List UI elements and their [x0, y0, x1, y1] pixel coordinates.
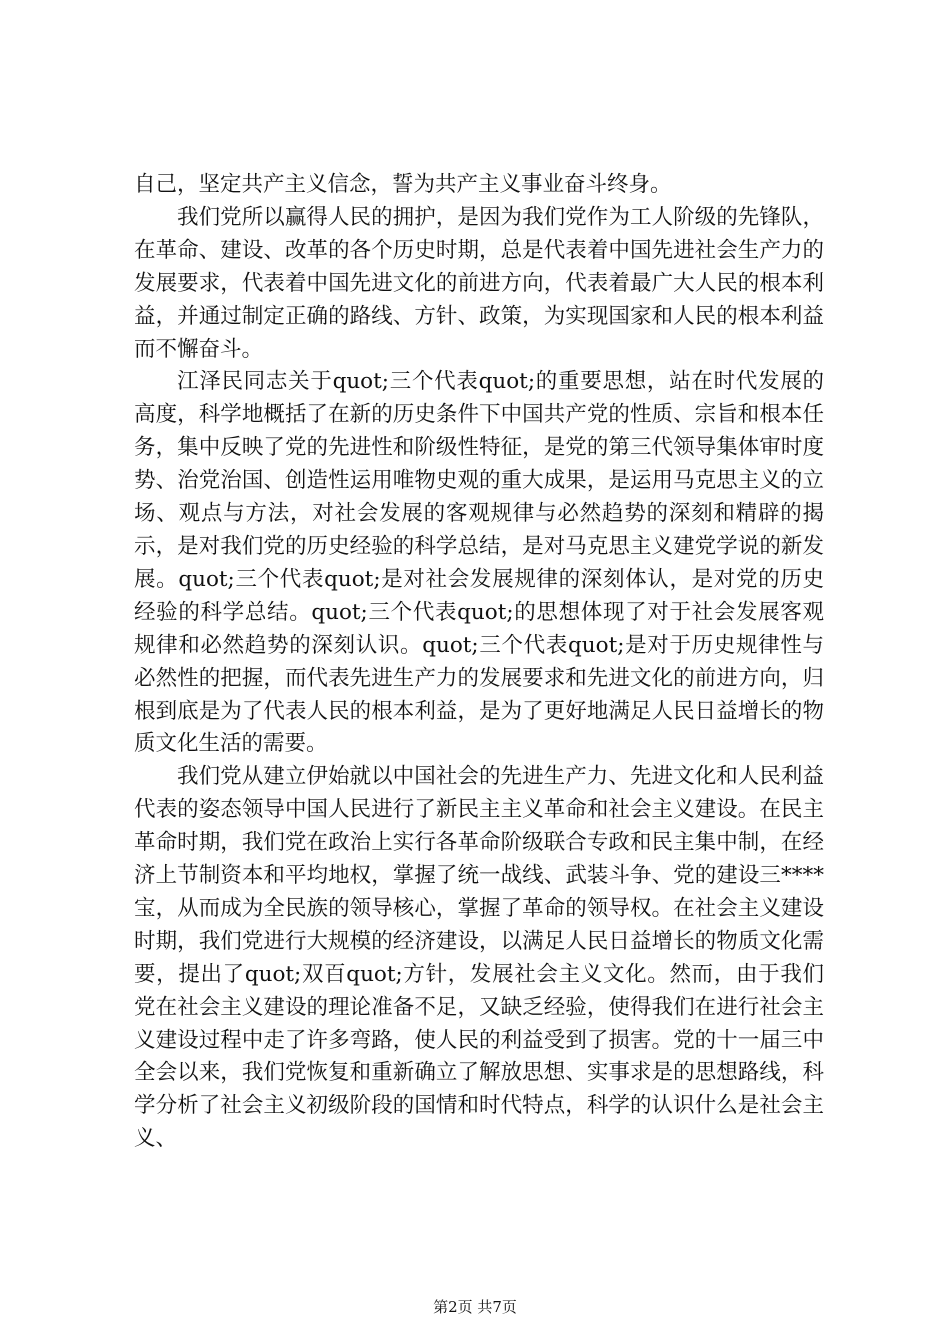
page-number-footer: 第2页 共7页 [433, 1298, 517, 1316]
paragraph-2: 我们党所以赢得人民的拥护，是因为我们党作为工人阶级的先锋队，在革命、建设、改革的各个历史时期，总是代表着中国先进社会生产力的发展要求，代表着中国先进文化的前进方向，代表着最广大人民的根本利益，并通过制定正确的路线、方针、政策，为实现国家和人民的根本利益而不懈奋斗。 [134, 204, 824, 362]
document-body [134, 169, 824, 1156]
paragraph-1: 自己，坚定共产主义信念，誓为共产主义事业奋斗终身。 [134, 172, 672, 197]
paragraph-3: 江泽民同志关于quot;三个代表quot;的重要思想，站在时代发展的高度，科学地概括了在新的历史条件下中国共产党的性质、宗旨和根本任务，集中反映了党的先进性和阶级性特征，是党的第三代领导集体审时度势、治党治国、创造性运用唯物史观的重大成果，是运用马克思主义的立场、观点与方法，对社会发展的客观规律与必然趋势的深刻和精辟的揭示，是对我们党的历史经验的科学总结，是对马克思主义建党学说的新发展。quot;三个代表quot;是对社会发展规律的深刻体认，是对党的历史经验的科学总结。quot;三个代表quot;的思想体现了对于社会发展客观规律和必然趋势的深刻认识。quot;三个代表quot;是对于历史规律性与必然性的把握，而代表先进生产力的发展要求和先进文化的前进方向，归根到底是为了代表人民的根本利益，是为了更好地满足人民日益增长的物质文化生活的需要。 [134, 369, 824, 757]
paragraph-4: 我们党从建立伊始就以中国社会的先进生产力、先进文化和人民利益代表的姿态领导中国人民进行了新民主主义革命和社会主义建设。在民主革命时期，我们党在政治上实行各革命阶级联合专政和民主集中制，在经济上节制资本和平均地权，掌握了统一战线、武装斗争、党的建设三****宝，从而成为全民族的领导核心，掌握了革命的领导权。在社会主义建设时期，我们党进行大规模的经济建设，以满足人民日益增长的物质文化需要，提出了quot;双百quot;方针，发展社会主义文化。然而，由于我们党在社会主义建设的理论准备不足，又缺乏经验，使得我们在进行社会主义建设过程中走了许多弯路，使人民的利益受到了损害。党的十一届三中全会以来，我们党恢复和重新确立了解放思想、实事求是的思想路线，科学分析了社会主义初级阶段的国情和时代特点，科学的认识什么是社会主义、 [134, 764, 824, 1152]
